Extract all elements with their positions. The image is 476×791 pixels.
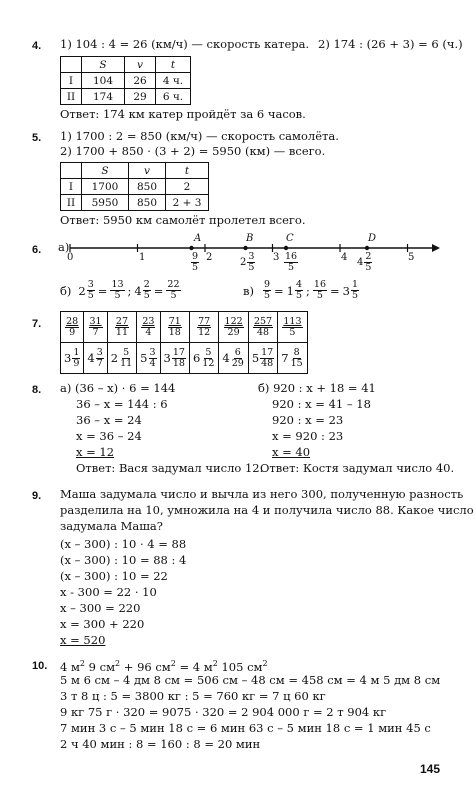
mixed-number-cell bbox=[219, 343, 248, 374]
denominator: 5 bbox=[114, 290, 121, 301]
answer-line: Ответ: 174 км катер пройдёт за 6 часов. bbox=[60, 107, 306, 121]
problem-number: 5. bbox=[32, 132, 42, 144]
tick-label: 4 bbox=[341, 252, 348, 263]
separator: ; bbox=[306, 283, 310, 298]
table-cell: t bbox=[156, 57, 191, 73]
table-cell: 29 bbox=[125, 89, 156, 105]
fraction-cell bbox=[248, 312, 277, 343]
whole-part: 4 bbox=[87, 351, 95, 365]
text-segment: = 4 м bbox=[175, 659, 213, 674]
result-line: x = 40 bbox=[272, 445, 311, 459]
whole-part: 2 bbox=[110, 351, 119, 365]
part-label: а) bbox=[58, 240, 70, 254]
equation-line: x = 920 : 23 bbox=[272, 429, 344, 443]
whole-part: 5 bbox=[140, 351, 148, 365]
numerator: 23 bbox=[142, 315, 155, 327]
table-cell bbox=[61, 57, 82, 73]
problem-text: разделила на 10, умножила на 4 и получила число 88. Какое число bbox=[60, 503, 474, 517]
numerator: 28 bbox=[66, 315, 79, 327]
numerator: 4 bbox=[295, 279, 303, 290]
equation-line: 36 – x = 144 : 6 bbox=[76, 397, 168, 411]
problem-number: 4. bbox=[32, 40, 42, 52]
fraction-label-b bbox=[240, 252, 255, 273]
problem-text: задумала Маша? bbox=[60, 519, 163, 533]
table-cell: 2 bbox=[166, 179, 209, 195]
denominator: 7 bbox=[92, 326, 99, 338]
answer-line: Ответ: Костя задумал число 40. bbox=[260, 461, 455, 475]
denominator: 18 bbox=[172, 357, 185, 369]
denominator: 5 bbox=[316, 290, 323, 301]
table-cell: 26 bbox=[125, 73, 156, 89]
equation-line: 3 т 8 ц : 5 = 3800 кг : 5 = 760 кг = 7 ц 60 кг bbox=[60, 689, 326, 703]
text-segment: 105 см bbox=[217, 659, 263, 674]
fraction-label-d bbox=[357, 252, 372, 273]
equation-line: 920 : x = 41 – 18 bbox=[272, 397, 371, 411]
numerator: 77 bbox=[198, 315, 211, 327]
denominator: 18 bbox=[168, 326, 181, 338]
numerator: 5 bbox=[123, 346, 130, 358]
denominator: 48 bbox=[256, 326, 270, 338]
whole-part: 6 bbox=[192, 351, 201, 365]
numerator: 31 bbox=[89, 315, 102, 327]
equation-line: 5 м 6 см – 4 дм 8 см = 506 см – 48 см = 458 см = 4 м 5 дм 8 см bbox=[60, 673, 441, 687]
result-line: x = 12 bbox=[76, 445, 115, 459]
point-mark bbox=[189, 246, 193, 250]
problem-number: 9. bbox=[32, 490, 42, 502]
superscript: 2 bbox=[79, 659, 86, 668]
table-header-row bbox=[61, 57, 191, 73]
mixed-numbers-row bbox=[61, 343, 308, 374]
denominator: 4 bbox=[149, 357, 156, 369]
equation-line: 9 кг 75 г · 320 = 9075 · 320 = 2 904 000 г = 2 т 904 кг bbox=[60, 705, 387, 719]
tick-label: 1 bbox=[139, 252, 146, 263]
table-cell: II bbox=[61, 89, 82, 105]
superscript: 2 bbox=[170, 659, 176, 668]
fraction-cell bbox=[278, 312, 307, 343]
equation-line: x = 36 – 24 bbox=[76, 429, 142, 443]
table-cell: v bbox=[129, 163, 166, 179]
numerator: 113 bbox=[283, 315, 302, 327]
table-cell: II bbox=[61, 195, 82, 211]
whole-part: 3 bbox=[163, 351, 171, 365]
numerator: 3 bbox=[149, 346, 156, 358]
table-cell: 1700 bbox=[82, 179, 129, 195]
solution-line: 2) 174 : (26 + 3) = 6 (ч.) bbox=[318, 37, 463, 51]
denominator: 5 bbox=[295, 290, 303, 301]
numerator: 3 bbox=[248, 251, 255, 262]
table-cell: 850 bbox=[129, 179, 166, 195]
problem-number: 6. bbox=[32, 244, 42, 256]
equation-line: б) 920 : x + 18 = 41 bbox=[258, 381, 376, 395]
fraction-table bbox=[60, 311, 308, 374]
problem-number: 10. bbox=[32, 660, 48, 672]
denominator: 29 bbox=[227, 326, 240, 338]
denominator: 5 bbox=[263, 290, 271, 301]
superscript: 2 bbox=[262, 659, 268, 668]
point-mark bbox=[365, 246, 369, 250]
table-cell: I bbox=[61, 179, 82, 195]
equation-line: 920 : x = 23 bbox=[272, 413, 344, 427]
denominator: 7 bbox=[96, 357, 103, 369]
mixed-number-cell bbox=[84, 343, 107, 374]
numerator: 22 bbox=[167, 279, 180, 290]
problem-number: 7. bbox=[32, 318, 42, 330]
denominator: 5 bbox=[143, 290, 150, 301]
whole-part: 7 bbox=[281, 351, 289, 365]
point-label-a: A bbox=[194, 233, 202, 244]
data-table bbox=[60, 56, 191, 105]
numerator: 9 bbox=[263, 279, 271, 290]
mixed-number-cell bbox=[160, 343, 189, 374]
data-table bbox=[60, 162, 209, 211]
table-cell: S bbox=[82, 163, 129, 179]
numerator: 17 bbox=[261, 346, 274, 358]
fraction-cell bbox=[137, 312, 160, 343]
numerator: 122 bbox=[224, 315, 243, 327]
point-label-c: C bbox=[286, 233, 294, 244]
denominator: 12 bbox=[198, 326, 211, 338]
table-row bbox=[61, 73, 191, 89]
numerator: 2 bbox=[143, 279, 150, 290]
answer-line: Ответ: 5950 км самолёт пролетел всего. bbox=[60, 213, 306, 227]
fraction-cell bbox=[84, 312, 107, 343]
table-cell bbox=[61, 163, 82, 179]
tick-label: 5 bbox=[408, 252, 415, 263]
point-mark bbox=[243, 246, 247, 250]
table-cell: I bbox=[61, 73, 82, 89]
equation-line: x - 300 = 22 · 10 bbox=[60, 585, 157, 599]
equation-line: 7 мин 3 с – 5 мин 18 с = 6 мин 63 с – 5 мин 18 с = 1 мин 45 с bbox=[60, 721, 431, 735]
numerator: 5 bbox=[205, 346, 212, 358]
denominator: 11 bbox=[115, 326, 128, 338]
equals-sign: = bbox=[330, 283, 340, 298]
page-number: 145 bbox=[420, 762, 441, 776]
denominator: 29 bbox=[231, 357, 244, 369]
denominator: 5 bbox=[170, 290, 177, 301]
part-b-line bbox=[60, 280, 181, 301]
denominator: 5 bbox=[288, 262, 295, 273]
numerator: 16 bbox=[313, 279, 326, 290]
equation-line: (x – 300) : 10 · 4 = 88 bbox=[60, 537, 187, 551]
equation-line: (x – 300) : 10 = 22 bbox=[60, 569, 168, 583]
problem-text: Маша задумала число и вычла из него 300, полученную разность bbox=[60, 487, 464, 501]
whole-part: 3 bbox=[342, 283, 350, 298]
table-row bbox=[61, 89, 191, 105]
denominator: 48 bbox=[261, 357, 274, 369]
table-cell: v bbox=[125, 57, 156, 73]
mixed-number-cell bbox=[189, 343, 218, 374]
whole-part: 3 bbox=[64, 351, 72, 365]
fraction-label-c bbox=[284, 252, 298, 273]
denominator: 12 bbox=[202, 357, 215, 369]
equals-sign: = bbox=[97, 283, 108, 298]
equals-sign: = bbox=[153, 283, 164, 298]
denominator: 5 bbox=[289, 326, 296, 338]
table-cell: 174 bbox=[82, 89, 125, 105]
equation-line: 36 – x = 24 bbox=[76, 413, 142, 427]
mixed-number-cell bbox=[61, 343, 84, 374]
table-cell: t bbox=[166, 163, 209, 179]
answer-line: Ответ: Вася задумал число 12. bbox=[76, 461, 264, 475]
equation-line: 2 ч 40 мин : 8 = 160 : 8 = 20 мин bbox=[60, 737, 261, 751]
tick-label: 2 bbox=[206, 252, 213, 263]
table-cell: S bbox=[82, 57, 125, 73]
fraction-cell bbox=[61, 312, 84, 343]
numerator: 16 bbox=[285, 251, 298, 262]
numerator: 1 bbox=[73, 346, 80, 358]
table-cell: 2 + 3 bbox=[166, 195, 209, 211]
numerator: 1 bbox=[351, 279, 359, 290]
solution-line: 2) 1700 + 850 · (3 + 2) = 5950 (км) — всего. bbox=[60, 144, 326, 158]
text-segment: 4 м bbox=[60, 659, 80, 674]
point-mark bbox=[284, 246, 288, 250]
point-label-b: B bbox=[246, 233, 254, 244]
numerator: 257 bbox=[253, 315, 273, 327]
text-segment: + 96 см bbox=[120, 659, 171, 674]
fraction-cell bbox=[219, 312, 248, 343]
table-cell: 850 bbox=[129, 195, 166, 211]
denominator: 15 bbox=[290, 357, 303, 369]
part-v-line bbox=[243, 280, 359, 301]
numerator: 3 bbox=[96, 346, 103, 358]
denominator: 11 bbox=[120, 357, 133, 369]
superscript: 2 bbox=[115, 659, 121, 668]
separator: ; bbox=[127, 283, 132, 298]
numerator: 2 bbox=[365, 251, 372, 262]
denominator: 9 bbox=[69, 326, 76, 338]
denominator: 5 bbox=[192, 262, 199, 273]
numerator: 3 bbox=[87, 279, 94, 290]
table-cell: 104 bbox=[82, 73, 125, 89]
part-label: б) bbox=[60, 283, 72, 298]
improper-fractions-row bbox=[61, 312, 308, 343]
fraction-label-a bbox=[191, 252, 199, 273]
mixed-number-cell bbox=[107, 343, 136, 374]
fraction-cell bbox=[160, 312, 189, 343]
denominator: 9 bbox=[73, 357, 80, 369]
denominator: 4 bbox=[145, 326, 152, 338]
table-row bbox=[61, 195, 209, 211]
text-segment: 9 см bbox=[85, 659, 116, 674]
whole-part: 2 bbox=[240, 257, 247, 268]
numerator: 6 bbox=[234, 346, 241, 358]
equation-line: x = 300 + 220 bbox=[60, 617, 145, 631]
denominator: 5 bbox=[248, 262, 255, 273]
numerator: 27 bbox=[115, 315, 128, 327]
denominator: 5 bbox=[87, 290, 94, 301]
table-cell: 5950 bbox=[82, 195, 129, 211]
equals-sign: = bbox=[274, 283, 284, 298]
solution-line: 1) 104 : 4 = 26 (км/ч) — скорость катера. bbox=[60, 37, 310, 51]
equation-line: (x – 300) : 10 = 88 : 4 bbox=[60, 553, 187, 567]
whole-part: 5 bbox=[251, 351, 260, 365]
table-row bbox=[61, 179, 209, 195]
denominator: 5 bbox=[365, 262, 372, 273]
whole-part: 4 bbox=[134, 283, 142, 298]
tick-label: 0 bbox=[67, 252, 74, 263]
numerator: 8 bbox=[293, 346, 300, 358]
table-cell: 4 ч. bbox=[156, 73, 191, 89]
denominator: 5 bbox=[351, 290, 359, 301]
numerator: 13 bbox=[111, 279, 124, 290]
numerator: 71 bbox=[168, 315, 181, 327]
numerator: 17 bbox=[172, 346, 185, 358]
numerator: 9 bbox=[192, 251, 199, 262]
problem-number: 8. bbox=[32, 384, 42, 396]
fraction-cell bbox=[189, 312, 218, 343]
equation-line: x – 300 = 220 bbox=[60, 601, 141, 615]
mixed-number-cell bbox=[278, 343, 307, 374]
whole-part: 1 bbox=[286, 283, 294, 298]
table-cell: 6 ч. bbox=[156, 89, 191, 105]
fraction-cell bbox=[107, 312, 136, 343]
solution-line: 1) 1700 : 2 = 850 (км/ч) — скорость самолёта. bbox=[60, 129, 339, 143]
superscript: 2 bbox=[212, 659, 218, 668]
whole-part: 2 bbox=[78, 283, 86, 298]
mixed-number-cell bbox=[248, 343, 277, 374]
whole-part: 4 bbox=[222, 351, 230, 365]
arrow-head-icon bbox=[432, 244, 440, 252]
tick-label: 3 bbox=[273, 252, 280, 263]
table-header-row bbox=[61, 163, 209, 179]
equation-line: а) (36 – x) · 6 = 144 bbox=[60, 381, 176, 395]
part-label: в) bbox=[243, 283, 254, 298]
mixed-number-cell bbox=[137, 343, 160, 374]
point-label-d: D bbox=[368, 233, 377, 244]
result-line: x = 520 bbox=[60, 633, 106, 647]
whole-part: 4 bbox=[357, 257, 364, 268]
